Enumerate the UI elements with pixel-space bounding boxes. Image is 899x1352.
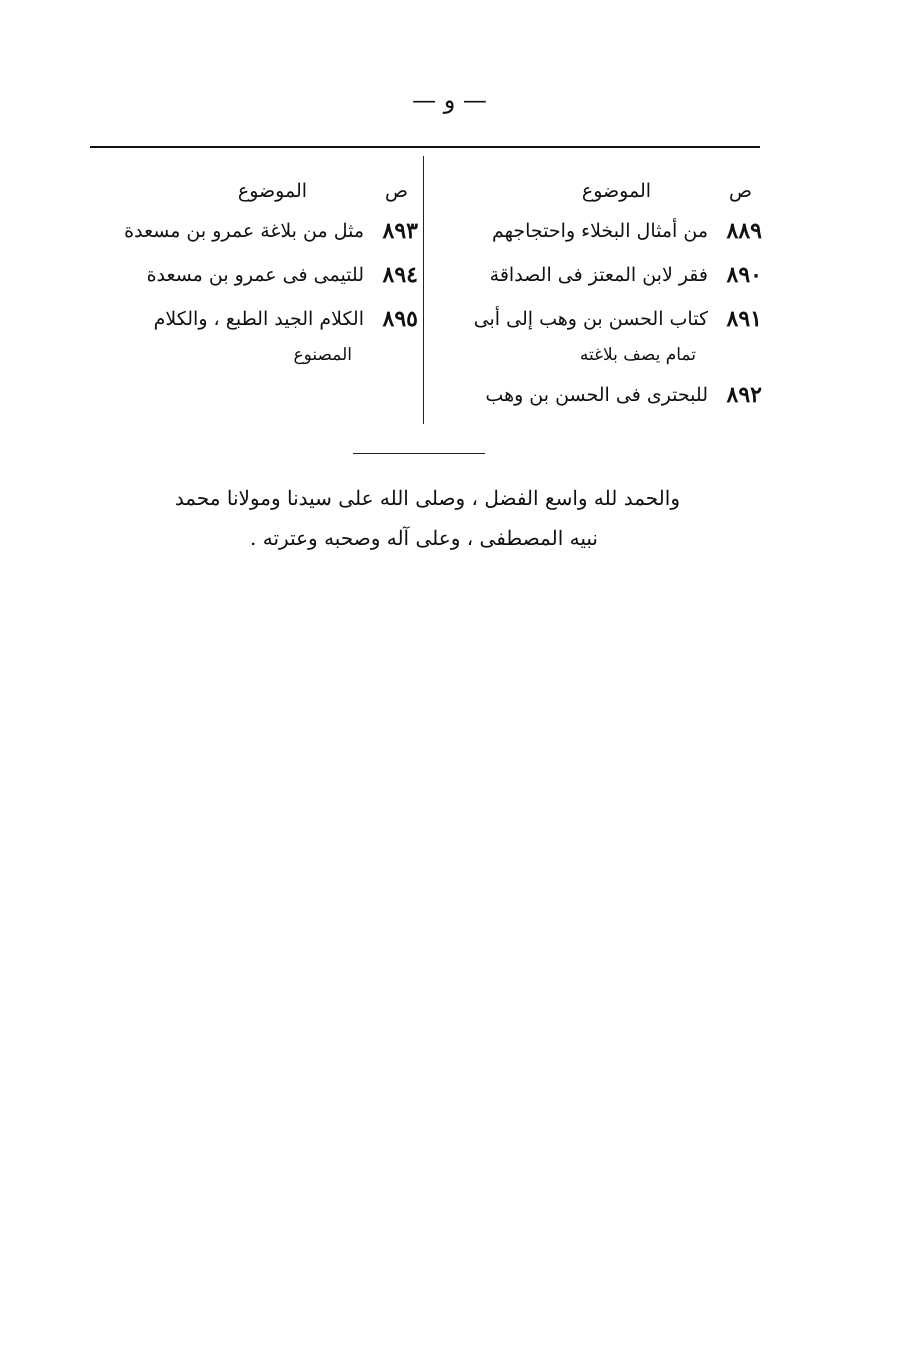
left-column-header [86, 180, 418, 214]
header-topic-label: الموضوع [237, 180, 308, 202]
entry-page-number: ٨٩٤ [382, 262, 418, 288]
index-entry [86, 258, 418, 292]
entry-topic: مثل من بلاغة عمرو بن مسعدة [124, 220, 364, 242]
index-entry [86, 214, 418, 248]
index-entry [432, 214, 762, 248]
entry-continuation: تمام يصف بلاغته [579, 345, 696, 365]
top-rule [90, 146, 760, 148]
left-column [86, 180, 418, 378]
entry-topic: كتاب الحسن بن وهب إلى أبى [473, 308, 708, 330]
header-page-label: ص [385, 180, 408, 202]
index-entry [432, 258, 762, 292]
page-header: — و — [412, 86, 487, 114]
entry-page-number: ٨٩٢ [726, 382, 762, 408]
column-divider [423, 156, 424, 424]
closing-line-1: والحمد لله واسع الفضل ، وصلى الله على سيدنا ومولانا محمد [174, 486, 680, 510]
header-topic-label: الموضوع [581, 180, 652, 202]
entry-page-number: ٨٨٩ [726, 218, 762, 244]
entry-page-number: ٨٩١ [726, 306, 762, 332]
entry-page-number: ٨٩٣ [382, 218, 418, 244]
entry-topic: للبحترى فى الحسن بن وهب [485, 384, 708, 406]
index-entry [432, 378, 762, 412]
header-page-label: ص [729, 180, 752, 202]
entry-page-number: ٨٩٥ [382, 306, 418, 332]
entry-topic: فقر لابن المعتز فى الصداقة [489, 264, 708, 286]
separator-rule [353, 453, 485, 454]
closing-text [150, 478, 680, 558]
entry-topic: للتيمى فى عمرو بن مسعدة [146, 264, 364, 286]
entry-topic: من أمثال البخلاء واحتجاجهم [491, 220, 708, 242]
closing-line-2: نبيه المصطفى ، وعلى آله وصحبه وعترته . [250, 526, 598, 550]
right-column [432, 180, 762, 422]
entry-topic: الكلام الجيد الطبع ، والكلام [153, 308, 364, 330]
right-column-header [432, 180, 762, 214]
index-entry [86, 302, 418, 336]
entry-page-number: ٨٩٠ [726, 262, 762, 288]
entry-continuation: المصنوع [293, 345, 352, 365]
index-entry [432, 302, 762, 336]
